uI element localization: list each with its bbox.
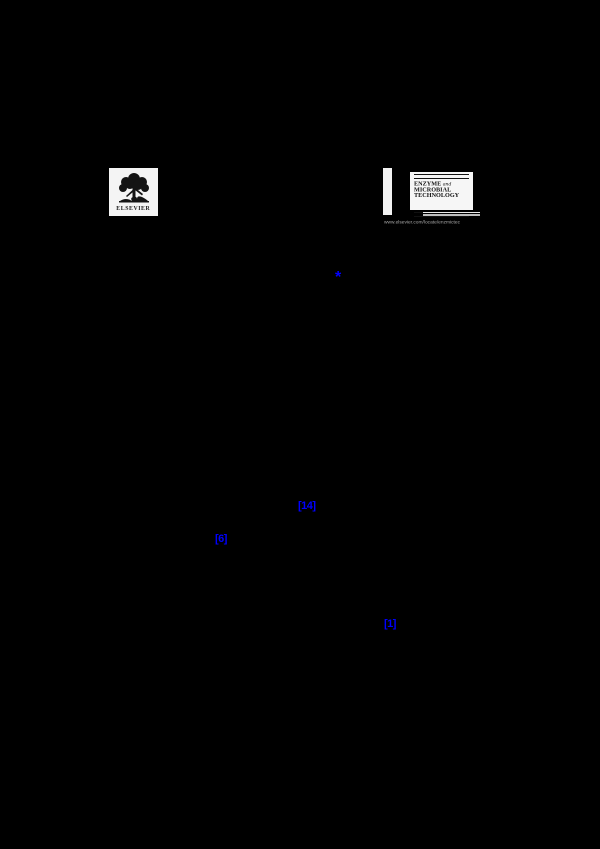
journal-title (414, 181, 473, 199)
journal-title-and: and (442, 180, 452, 187)
elsevier-tree-icon (114, 170, 154, 206)
journal-homepage-url[interactable]: www.elsevier.com/locate/enzmictec (384, 219, 461, 225)
journal-title-word2: MICROBIAL (414, 186, 452, 194)
author-footnote-link[interactable]: * (335, 269, 342, 286)
masthead-top-rule (414, 174, 469, 179)
journal-cover-spine (383, 168, 392, 215)
elsevier-logo (109, 168, 158, 216)
elsevier-wordmark: ELSEVIER (116, 205, 151, 212)
journal-title-word1: ENZYME (414, 180, 442, 188)
journal-masthead (410, 172, 473, 210)
masthead-underline-rules (423, 212, 480, 216)
citation-link-3[interactable]: [1] (384, 618, 396, 630)
journal-title-word3: TECHNOLOGY (414, 192, 460, 199)
citation-link-1[interactable]: [14] (298, 500, 316, 512)
citation-link-2[interactable]: [6] (215, 533, 227, 545)
